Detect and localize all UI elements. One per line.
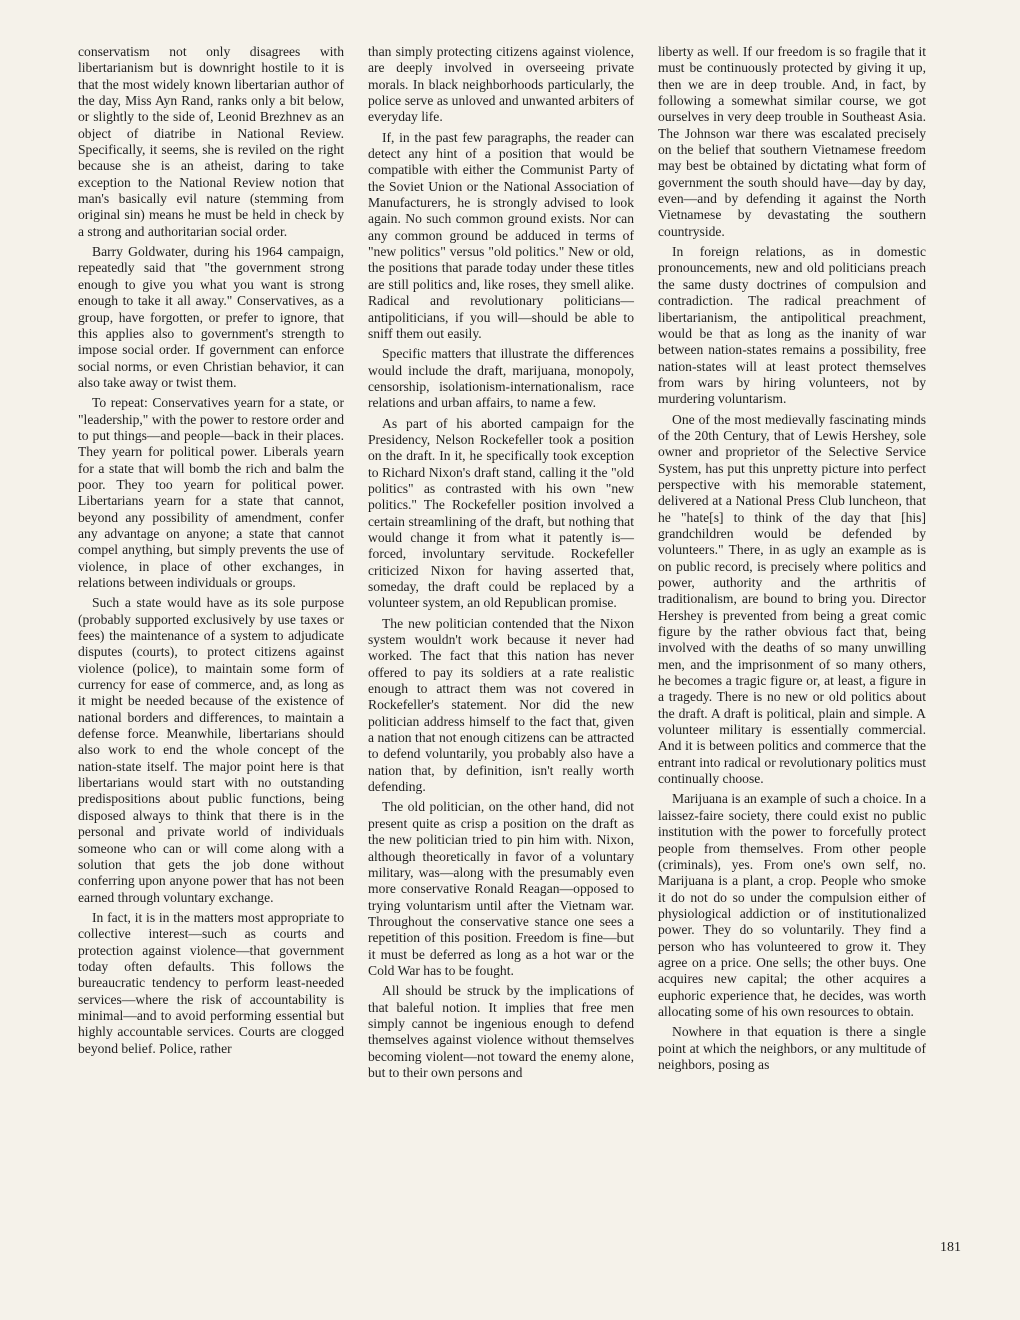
paragraph: To repeat: Conservatives yearn for a state, or "leadership," with the power to restore order and to put things—and people—back in their places. They yearn for political power. Liberals yearn for a state that will bomb the rich and balm the poor. They too yearn for political power. Libertarians yearn for a state that cannot, beyond any possibility of amendment, confer any advantage on anyone; a state that cannot compel anything, but simply prevents the use of violence, in place of other exchanges, in relations between individuals or groups.	[78, 395, 344, 590]
paragraph: If, in the past few paragraphs, the reader can detect any hint of a position that would be compatible with either the Communist Party of the Soviet Union or the National Association of Manufacturers, he is strongly advised to look again. No such common ground exists. Nor can any common ground be adduced in terms of "new politics" versus "old politics." New or old, the positions that parade today under these titles are still politics and, like roses, they smell alike. Radical and revolutionary politicians—antipoliticians, if you will—should be able to sniff them out easily.	[368, 129, 634, 341]
text-column-1	[78, 44, 344, 1061]
paragraph: Barry Goldwater, during his 1964 campaign, repeatedly said that "the government strong enough to give you what you want is strong enough to take it all away." Conservatives, as a group, have forgotten, or prefer to ignore, that this applies also to government's strength to impose social order. If government can enforce social norms, or even Christian behavior, it can also take away or twist them.	[78, 244, 344, 390]
text-column-3	[658, 44, 926, 1077]
page-number: 181	[940, 1240, 961, 1255]
paragraph: Marijuana is an example of such a choice. In a laissez-faire society, there could exist no public institution with the power to forcefully protect people from themselves. From other people (criminals), yes. From one's own self, no. Marijuana is a plant, a crop. People who smoke it do not do so under the compulsion either of physiological addiction or of institutionalized power. They do so voluntarily. They find a person who has volunteered to grow it. They agree on a price. One sells; the other buys. One acquires new capital; the other acquires a euphoric experience that, he decides, was worth allocating some of his own resources to obtain.	[658, 791, 926, 1019]
paragraph: liberty as well. If our freedom is so fragile that it must be continuously protected by giving it up, then we are in deep trouble. And, in fact, by following a somewhat similar course, we got ourselves in very deep trouble in Southeast Asia. The Johnson war there was escalated precisely on the belief that southern Vietnamese freedom may best be obtained by dictating what form of government the south should have—day by day, even—and by defending it against the North Vietnamese by devastating the southern countryside.	[658, 44, 926, 239]
paragraph: In foreign relations, as in domestic pronouncements, new and old politicians preach the same dusty doctrines of compulsion and contradiction. The radical preachment of libertarianism, the antipolitical preachment, would be that as long as the inanity of war between nation-states remains a possibility, free nation-states will at least protect themselves from wars by hiring volunteers, not by murdering voluntarism.	[658, 244, 926, 407]
paragraph: conservatism not only disagrees with libertarianism but is downright hostile to it is that the most widely known libertarian author of the day, Miss Ayn Rand, ranks only a bit below, or slightly to the side of, Leonid Brezhnev as an object of diatribe in National Review. Specifically, it seems, she is reviled on the right because she is an atheist, daring to take exception to the National Review notion that man's basically evil nature (stemming from original sin) means he must be held in check by a strong and authoritarian social order.	[78, 44, 344, 239]
paragraph: Such a state would have as its sole purpose (probably supported exclusively by use taxes or fees) the maintenance of a system to adjudicate disputes (courts), to protect citizens against violence (police), to maintain some form of currency for ease of commerce, and, as long as it might be needed because of the existence of national borders and differences, to maintain a defense force. Meanwhile, libertarians should also work to end the whole concept of the nation-state itself. The major point here is that libertarians would start with no outstanding predispositions about public functions, being disposed always to think that there is in the personal and private world of individuals someone who can or will come along with a solution that gets the job done without conferring upon anyone power that has not been earned through voluntary exchange.	[78, 595, 344, 905]
paragraph: All should be struck by the implications of that baleful notion. It implies that free men simply cannot be ingenious enough to defend themselves against violence without themselves becoming violent—not toward the enemy alone, but to their own persons and	[368, 983, 634, 1080]
paragraph: The new politician contended that the Nixon system wouldn't work because it never had worked. The fact that this nation has never offered to pay its soldiers at a rate realistic enough to attract them was not covered in Rockefeller's statement. Nor did the new politician address himself to the fact that, given a nation that not enough citizens can be attracted to defend voluntarily, you probably also have a nation that, by definition, isn't really worth defending.	[368, 615, 634, 795]
paragraph: As part of his aborted campaign for the Presidency, Nelson Rockefeller took a position on the draft. In it, he specifically took exception to Richard Nixon's draft stand, calling it the "old politics" as contrasted with his own "new politics." The Rockefeller position involved a certain streamlining of the draft, but nothing that would change it from what it patently is—forced, involuntary servitude. Rockefeller criticized Nixon for having asserted that, someday, the draft could be replaced by a volunteer system, an old Republican promise.	[368, 415, 634, 611]
paragraph: Nowhere in that equation is there a single point at which the neighbors, or any multitude of neighbors, posing as	[658, 1024, 926, 1072]
paragraph: The old politician, on the other hand, did not present quite as crisp a position on the draft as the new politician tried to pin him with. Nixon, although theoretically in favor of a voluntary military, was—along with the presumably even more conservative Ronald Reagan—opposed to trying voluntarism until after the Vietnam war. Throughout the conservative stance one sees a repetition of this position. Freedom is fine—but it must be deferred as long as a hot war or the Cold War has to be fought.	[368, 799, 634, 978]
article-page	[78, 44, 940, 1264]
paragraph: than simply protecting citizens against violence, are deeply involved in overseeing private morals. In black neighborhoods particularly, the police serve as unloved and unwanted arbiters of everyday life.	[368, 44, 634, 125]
paragraph: Specific matters that illustrate the differences would include the draft, marijuana, monopoly, censorship, isolationism-internationalism, race relations and urban affairs, to name a few.	[368, 346, 634, 411]
paragraph: In fact, it is in the matters most appropriate to collective interest—such as courts and protection against violence—that government today often defaults. This follows the bureaucratic tendency to perform least-needed services—where the risk of accountability is minimal—and to avoid performing essential but highly accountable services. Courts are clogged beyond belief. Police, rather	[78, 909, 344, 1056]
paragraph: One of the most medievally fascinating minds of the 20th Century, that of Lewis Hershey, sole owner and proprietor of the Selective Service System, has put this unpretty picture into perfect perspective with his memorable statement, delivered at a National Press Club luncheon, that he "hate[s] to think of the day that [his] grandchildren would be defended by volunteers." There, in as ugly an example as is on public record, is precisely where politics and power, authority and the arthritis of traditionalism, are bound to bring you. Director Hershey is prevented from being a great comic figure by the rather obvious fact that, being involved with the deaths of so many unwilling men, and the imprisonment of so many others, he becomes a tragic figure or, at least, a figure in a tragedy. There is no new or old politics about the draft. A draft is political, plain and simple. A volunteer military is essentially commercial. And it is between politics and commerce that the entrant into radical or revolutionary politics must continually choose.	[658, 411, 926, 787]
text-column-2	[368, 44, 634, 1085]
